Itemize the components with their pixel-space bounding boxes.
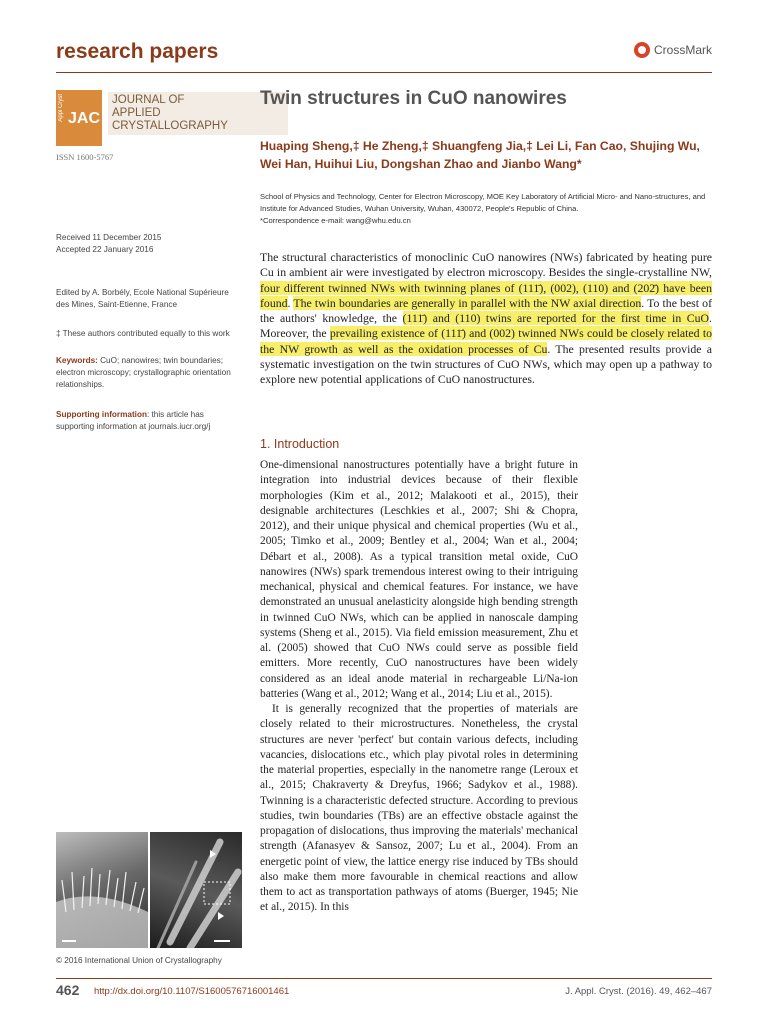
supporting-label[interactable]: Supporting information	[56, 410, 147, 419]
journal-name-line: APPLIED	[112, 107, 161, 119]
journal-name-line: CRYSTALLOGRAPHY	[112, 120, 228, 132]
footer-divider	[56, 978, 712, 979]
journal-name-line: JOURNAL OF	[112, 94, 185, 106]
accepted-date: Accepted 22 January 2016	[56, 245, 154, 254]
abstract-highlight: prevailing existence of (111̄) and (002) twinned NWs could be closely related to the NW growth as well as the oxidation processes of Cu	[260, 326, 712, 356]
paragraph: One-dimensional nanostructures potentially have a bright future in integration into industrial devices because of their flexible morphologies (Kim et al., 2012; Malakooti et al., 2015), their designable architectures (Leschkies et al., 2007; Shi & Chopra, 2012), and their unique physical and chemical properties (Wu et al., 2005; Timko et al., 2009; Bentley et al., 2004; Wan et al., 2004; Débart et al., 2008). As a typical transition metal oxide, CuO nanowires (NWs) spark tremendous interest owing to their intriguing mechanical, physical and chemical features. For instance, we have demonstrated an unusual anelasticity alongside high bending strength in twinned CuO NWs, which can be applied in nanoscale damping systems (Sheng et al., 2015). Via field emission measurement, Zhu et al. (2005) showed that CuO NWs could serve as possible field emitters. More recently, CuO nanostructures have been widely considered as an ideal anode material in rechargeable Li/Na-ion batteries (Wang et al., 2012; Wang et al., 2014; Liu et al., 2015).	[260, 459, 578, 700]
affiliation-text: School of Physics and Technology, Center for Electron Microscopy, MOE Key Laboratory of Artificial Micro- and Nano-structures, and Institute for Advanced Studies, Wuhan University, Wuhan, 430072, People's Republic of China.	[260, 192, 706, 213]
copyright-notice: © 2016 International Union of Crystallography	[56, 956, 222, 965]
jac-logo-mark	[56, 90, 102, 146]
paragraph: It is generally recognized that the properties of materials are closely related to their microstructures. Nonetheless, the crystal structures are never 'perfect' but contain various defects, including vacancies, dislocations etc., which play pivotal roles in determining the material properties, especially in the nanometre range (Leroux et al., 2015; Chakraverty & Dreyfus, 1966; Sadykov et al., 1988). Twinning is a characteristic defected structure. According to previous studies, twin boundaries (TBs) are an effective obstacle against the propagation of dislocations, thus improving the materials' mechanical strength (Afanasyev & Sansoz, 2007; Lu et al., 2004). From an energetic point of view, the lattice energy rise induced by TBs should also make them more favourable in chemical reactions and allow them to act as transportation pathways of atoms (Buerger, 1945; Nie et al., 2015). In this	[260, 703, 578, 914]
correspondence-email[interactable]: *Correspondence e-mail: wang@whu.edu.cn	[260, 216, 411, 225]
header-divider	[56, 72, 712, 73]
page-number: 462	[56, 982, 80, 998]
doi-link[interactable]: http://dx.doi.org/10.1107/S1600576716001461	[94, 986, 290, 997]
abstract-text: The structural characteristics of monoclinic CuO nanowires (NWs) fabricated by heating pure Cu in ambient air were investigated by electron microscopy. Besides the single-crystalline NW,	[260, 250, 712, 280]
journal-logo	[56, 90, 288, 146]
supporting-text: : this article has supporting information at journals.iucr.org/j	[56, 410, 211, 431]
abstract-highlight: four different twinned NWs with twinning planes of (111̄), (002), (110) and (202̄) have been found	[260, 280, 712, 310]
abstract	[260, 250, 712, 388]
abstract-highlight: (111̄) and (110) twins are reported for the first time in CuO	[402, 311, 710, 326]
affiliation	[260, 191, 712, 227]
article-title: Twin structures in CuO nanowires	[260, 88, 567, 109]
journal-citation: J. Appl. Cryst. (2016). 49, 462–467	[565, 986, 712, 997]
logo-side-text: Appl Cryst	[58, 94, 64, 122]
crossmark-icon	[634, 42, 650, 58]
abstract-text: . To the best of the authors' knowledge, the	[260, 295, 712, 326]
graphical-abstract-figure	[56, 832, 242, 948]
section-title: research papers	[56, 40, 219, 63]
supporting-information	[56, 409, 242, 433]
sem-image-right	[150, 832, 242, 948]
section-heading: 1. Introduction	[260, 437, 340, 451]
equal-contribution-note: ‡ These authors contributed equally to this work	[56, 329, 230, 338]
abstract-text: . Moreover, the	[260, 311, 712, 341]
abstract-highlight: The twin boundaries are generally in parallel with the NW axial direction	[293, 295, 642, 310]
abstract-text: . The presented results provide a systematic investigation on the twin structures of CuO NWs, which may open up a pathway to explore new potential applications of CuO nanostructures.	[260, 341, 712, 387]
author-list: Huaping Sheng,‡ He Zheng,‡ Shuangfeng Jia,‡ Lei Li, Fan Cao, Shujing Wu, Wei Han, Huihui Liu, Dongshan Zhao and Jianbo Wang*	[260, 139, 700, 171]
keywords	[56, 355, 242, 391]
crossmark-badge[interactable]	[634, 42, 712, 58]
abstract-text: .	[287, 295, 294, 310]
issn: ISSN 1600-5767	[56, 152, 114, 162]
logo-abbrev: JAC	[68, 110, 101, 127]
sem-image-left	[56, 832, 148, 948]
crossmark-label: CrossMark	[653, 43, 712, 57]
keywords-list: CuO; nanowires; twin boundaries; electron microscopy; crystallographic orientation relationships.	[56, 356, 231, 389]
keywords-label: Keywords:	[56, 356, 98, 365]
introduction-body	[260, 458, 578, 916]
twinned-nanowire-illustration	[150, 832, 242, 948]
received-date: Received 11 December 2015	[56, 233, 162, 242]
edited-by: Edited by A. Borbély, Ecole National Supérieure des Mines, Saint-Etienne, France	[56, 288, 229, 309]
nanowire-forest-illustration	[56, 832, 148, 948]
